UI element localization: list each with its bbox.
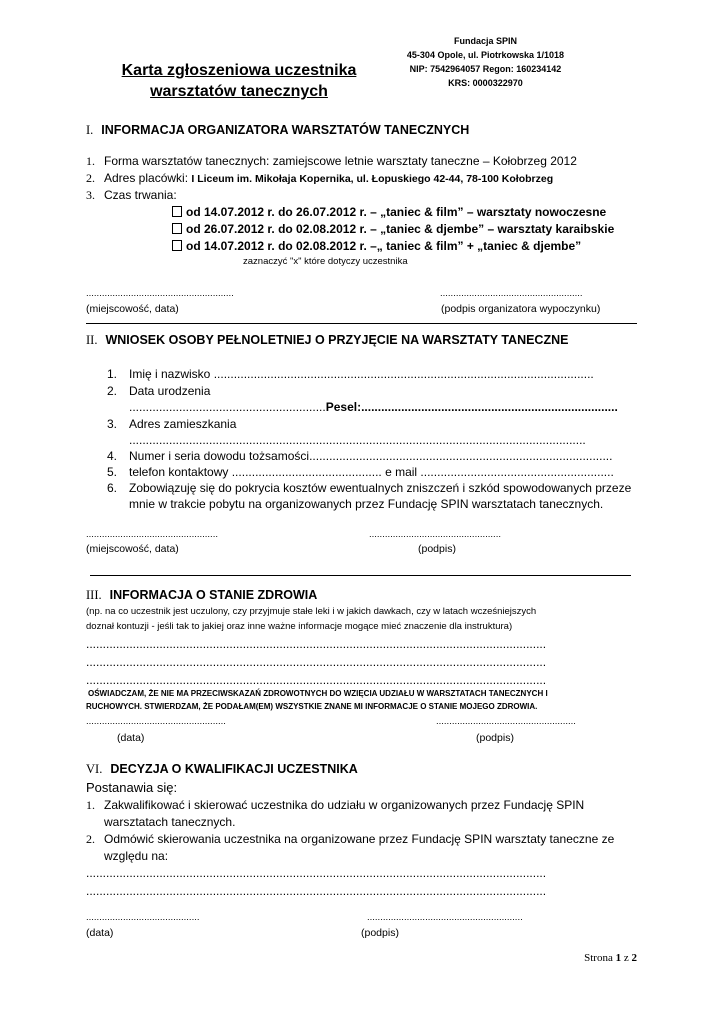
title-line-2: warsztatów tanecznych	[150, 83, 328, 100]
organizer-signature-label: (podpis organizatora wypoczynku)	[441, 303, 601, 315]
health-description-2: doznał kontuzji - jeśli tak to jakiej oraz inne ważne informacje mogące mieć znaczenie dla instruktura)	[86, 621, 513, 632]
section-1-heading	[86, 123, 469, 138]
option-note: zaznaczyć "x" które dotyczy uczestnika	[243, 256, 408, 267]
field-name[interactable]: 1. Imię i nazwisko ..................................................................................................................	[107, 367, 594, 381]
date-label-3: (data)	[117, 732, 145, 744]
signature-label-3: (podpis)	[476, 732, 514, 744]
field-birth-date: 2. Data urodzenia	[107, 384, 211, 398]
pledge-line-1: 6. Zobowiązuję się do pokrycia kosztów ewentualnych zniszczeń i szkód spowodowanych przeze	[107, 481, 632, 495]
signature-label-4: (podpis)	[361, 927, 399, 939]
checkbox-option-1[interactable]	[172, 206, 182, 217]
org-item-address: 2. Adres placówki: I Liceum im. Mikołaja Kopernika, ul. Łopuskiego 42-44, 78-100 Kołobrzeg	[86, 171, 554, 185]
place-date-label-2: (miejscowość, data)	[86, 543, 179, 555]
org-address: 45-304 Opole, ul. Piotrkowska 1/1018	[406, 50, 564, 60]
section-3-number: III.	[86, 588, 102, 602]
checkbox-option-3[interactable]	[172, 240, 182, 251]
health-declaration-1: OŚWIADCZAM, ŻE NIE MA PRZECIWSKAZAŃ ZDROWOTNYCH DO WZIĘCIA UDZIAŁU W WARSZTATACH TANECZNYCH I	[88, 689, 548, 698]
field-address[interactable]: .........................................................................................................................................	[129, 433, 586, 447]
field-birth-pesel[interactable]: ...........................................................Pesel:.............................................................................	[129, 400, 618, 414]
org-nip-regon: NIP: 7542964057 Regon: 160234142	[409, 64, 562, 74]
decision-option-2[interactable]: 2. Odmówić skierowania uczestnika na organizowane przez Fundację SPIN warsztaty taneczne ze	[86, 832, 615, 846]
reason-line-1[interactable]: ..........................................................................................................................................	[86, 866, 547, 880]
option-row-2[interactable]: od 26.07.2012 r. do 02.08.2012 r. – „taniec & djembe” – warsztaty karaibskie	[172, 222, 614, 236]
option-row-1[interactable]: od 14.07.2012 r. do 26.07.2012 r. – „taniec & film” – warsztaty nowoczesne	[172, 205, 606, 219]
field-address-label: 3. Adres zamieszkania	[107, 417, 237, 431]
signature-line-2[interactable]: ..................................................	[369, 529, 501, 540]
section-3-heading	[86, 588, 317, 603]
decision-option-2-cont: względu na:	[104, 849, 169, 863]
health-line-1[interactable]: ..........................................................................................................................................	[86, 637, 547, 651]
organization-info	[407, 34, 564, 90]
signature-line-4[interactable]: ...........................................................	[367, 912, 523, 923]
decision-option-1-cont: warsztatach tanecznych.	[104, 815, 236, 829]
decision-option-1[interactable]: 1. Zakwalifikować i skierować uczestnika do udziału w organizowanych przez Fundację SPIN	[86, 798, 585, 812]
option-row-3[interactable]: od 14.07.2012 r. do 02.08.2012 r. –„ taniec & film” + „taniec & djembe”	[172, 239, 581, 253]
section-1-title: INFORMACJA ORGANIZATORA WARSZTATÓW TANECZNYCH	[101, 123, 470, 137]
pesel-field[interactable]: Pesel:.............................................................................	[325, 400, 618, 414]
org-name: Fundacja SPIN	[453, 36, 517, 46]
section-2-number: II.	[86, 333, 98, 347]
divider-2	[90, 575, 631, 576]
org-item-duration: 3. Czas trwania:	[86, 188, 177, 202]
section-4-title: DECYZJA O KWALIFIKACJI UCZESTNIKA	[110, 762, 358, 776]
section-4-heading	[86, 762, 358, 777]
health-declaration-2: RUCHOWYCH. STWIERDZAM, ŻE PODAŁAM(EM) WSZYSTKIE ZNANE MI INFORMACJE O STANIE MOJEGO ZDROWIA.	[86, 702, 538, 711]
organizer-signature-line[interactable]: ......................................................	[440, 288, 583, 299]
org-krs: KRS: 0000322970	[448, 78, 523, 88]
health-line-2[interactable]: ..........................................................................................................................................	[86, 655, 547, 669]
section-3-title: INFORMACJA O STANIE ZDROWIA	[109, 588, 318, 602]
health-line-3[interactable]: ..........................................................................................................................................	[86, 673, 547, 687]
page-number: Strona 1 z 2	[584, 952, 637, 964]
resolution-label: Postanawia się:	[86, 780, 178, 795]
date-label-4: (data)	[86, 927, 114, 939]
reason-line-2[interactable]: ..........................................................................................................................................	[86, 884, 547, 898]
place-date-line-2[interactable]: ..................................................	[86, 529, 218, 540]
date-line-4[interactable]: ...........................................	[86, 912, 200, 923]
field-phone-email[interactable]: 5. telefon kontaktowy ............................................. e mail ..........................................................	[107, 465, 614, 479]
field-id-document[interactable]: 4. Numer i seria dowodu tożsamości...........................................................................................	[107, 449, 613, 463]
place-date-label: (miejscowość, data)	[86, 303, 179, 315]
section-1-number: I.	[86, 123, 94, 137]
section-2-title: WNIOSEK OSOBY PEŁNOLETNIEJ O PRZYJĘCIE NA WARSZTATY TANECZNE	[105, 333, 569, 347]
title-line-1: Karta zgłoszeniowa uczestnika	[121, 62, 357, 79]
section-2-heading	[86, 333, 568, 348]
health-description-1: (np. na co uczestnik jest uczulony, czy przyjmuje stałe leki i w jakich dawkach, czy w latach wcześniejszych	[86, 606, 537, 617]
pledge-line-2: mnie w trakcie pobytu na organizowanych przez Fundację SPIN warsztatach tanecznych.	[129, 497, 604, 511]
divider-1	[86, 323, 637, 324]
date-line-3[interactable]: .....................................................	[86, 716, 226, 727]
signature-label-2: (podpis)	[418, 543, 456, 555]
place-date-line[interactable]: ........................................................	[86, 288, 234, 299]
signature-line-3[interactable]: .....................................................	[436, 716, 576, 727]
section-4-number: VI.	[86, 762, 103, 776]
org-item-form: 1. Forma warsztatów tanecznych: zamiejscowe letnie warsztaty taneczne – Kołobrzeg 2012	[86, 154, 577, 168]
checkbox-option-2[interactable]	[172, 223, 182, 234]
document-title	[102, 60, 376, 102]
